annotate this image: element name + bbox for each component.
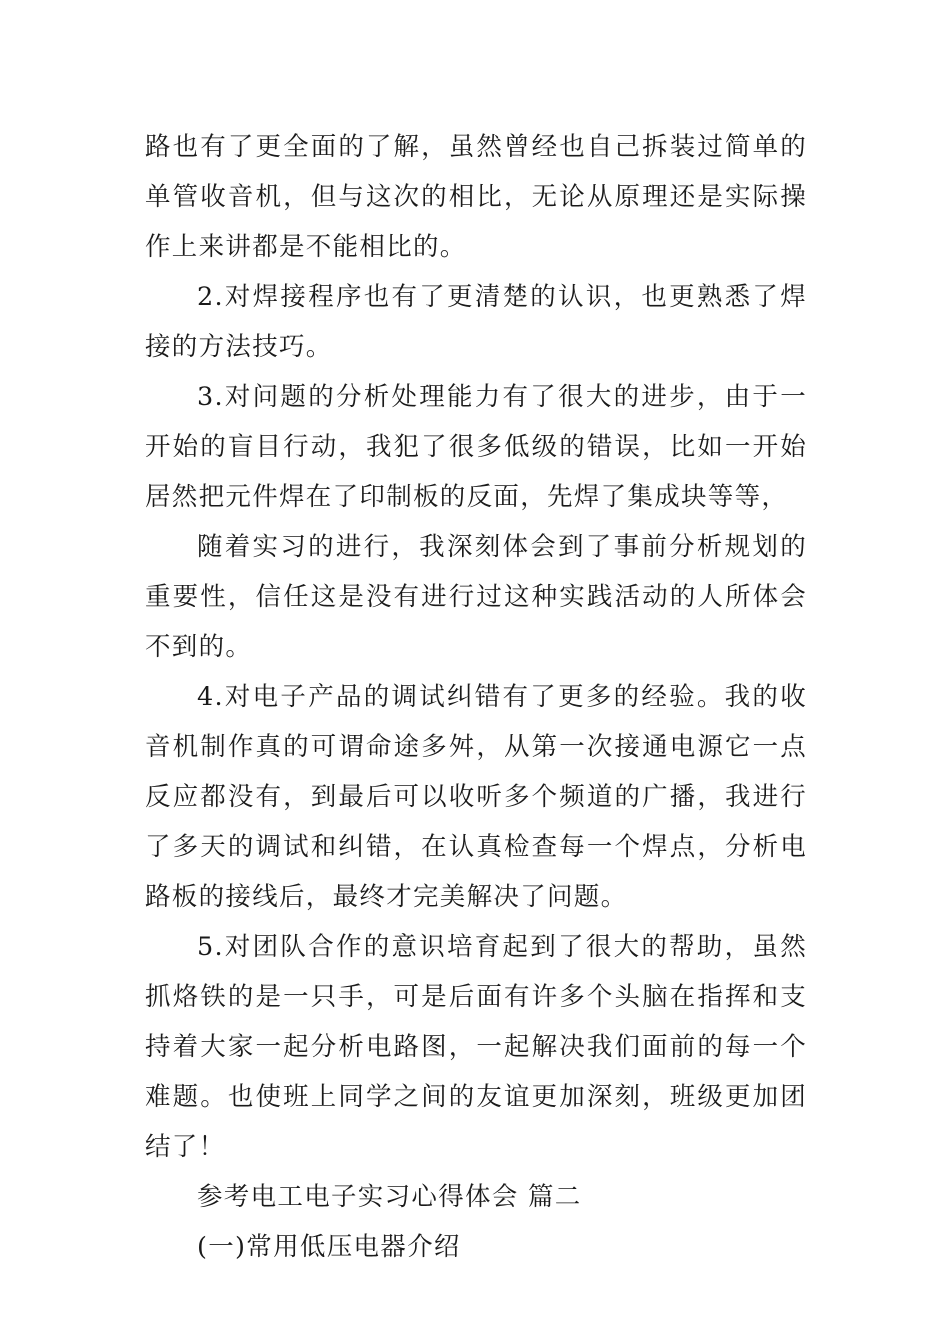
paragraph-2: 2.对焊接程序也有了更清楚的认识，也更熟悉了焊接的方法技巧。 (145, 282, 807, 362)
paragraph-4: 随着实习的进行，我深刻体会到了事前分析规划的重要性，信任这是没有进行过这种实践活动的人所体会不到的。 (145, 532, 807, 662)
paragraph-5: 4.对电子产品的调试纠错有了更多的经验。我的收音机制作真的可谓命途多舛，从第一次接通电源它一点反应都没有，到最后可以收听多个频道的广播，我进行了多天的调试和纠错，在认真检查每一个焊点，分析电路板的接线后，最终才完美解决了问题。 (145, 682, 807, 912)
section-title: 参考电工电子实习心得体会 篇二 (197, 1182, 582, 1212)
paragraph-1: 路也有了更全面的了解，虽然曾经也自己拆装过简单的单管收音机，但与这次的相比，无论从原理还是实际操作上来讲都是不能相比的。 (145, 132, 807, 262)
document-page (145, 122, 807, 1272)
subsection-title: (一)常用低压电器介绍 (197, 1232, 461, 1262)
paragraph-3: 3.对问题的分析处理能力有了很大的进步，由于一开始的盲目行动，我犯了很多低级的错误，比如一开始居然把元件焊在了印制板的反面，先焊了集成块等等， (145, 382, 807, 512)
paragraph-6: 5.对团队合作的意识培育起到了很大的帮助，虽然抓烙铁的是一只手，可是后面有许多个头脑在指挥和支持着大家一起分析电路图，一起解决我们面前的每一个难题。也使班上同学之间的友谊更加深刻，班级更加团结了！ (145, 932, 807, 1162)
